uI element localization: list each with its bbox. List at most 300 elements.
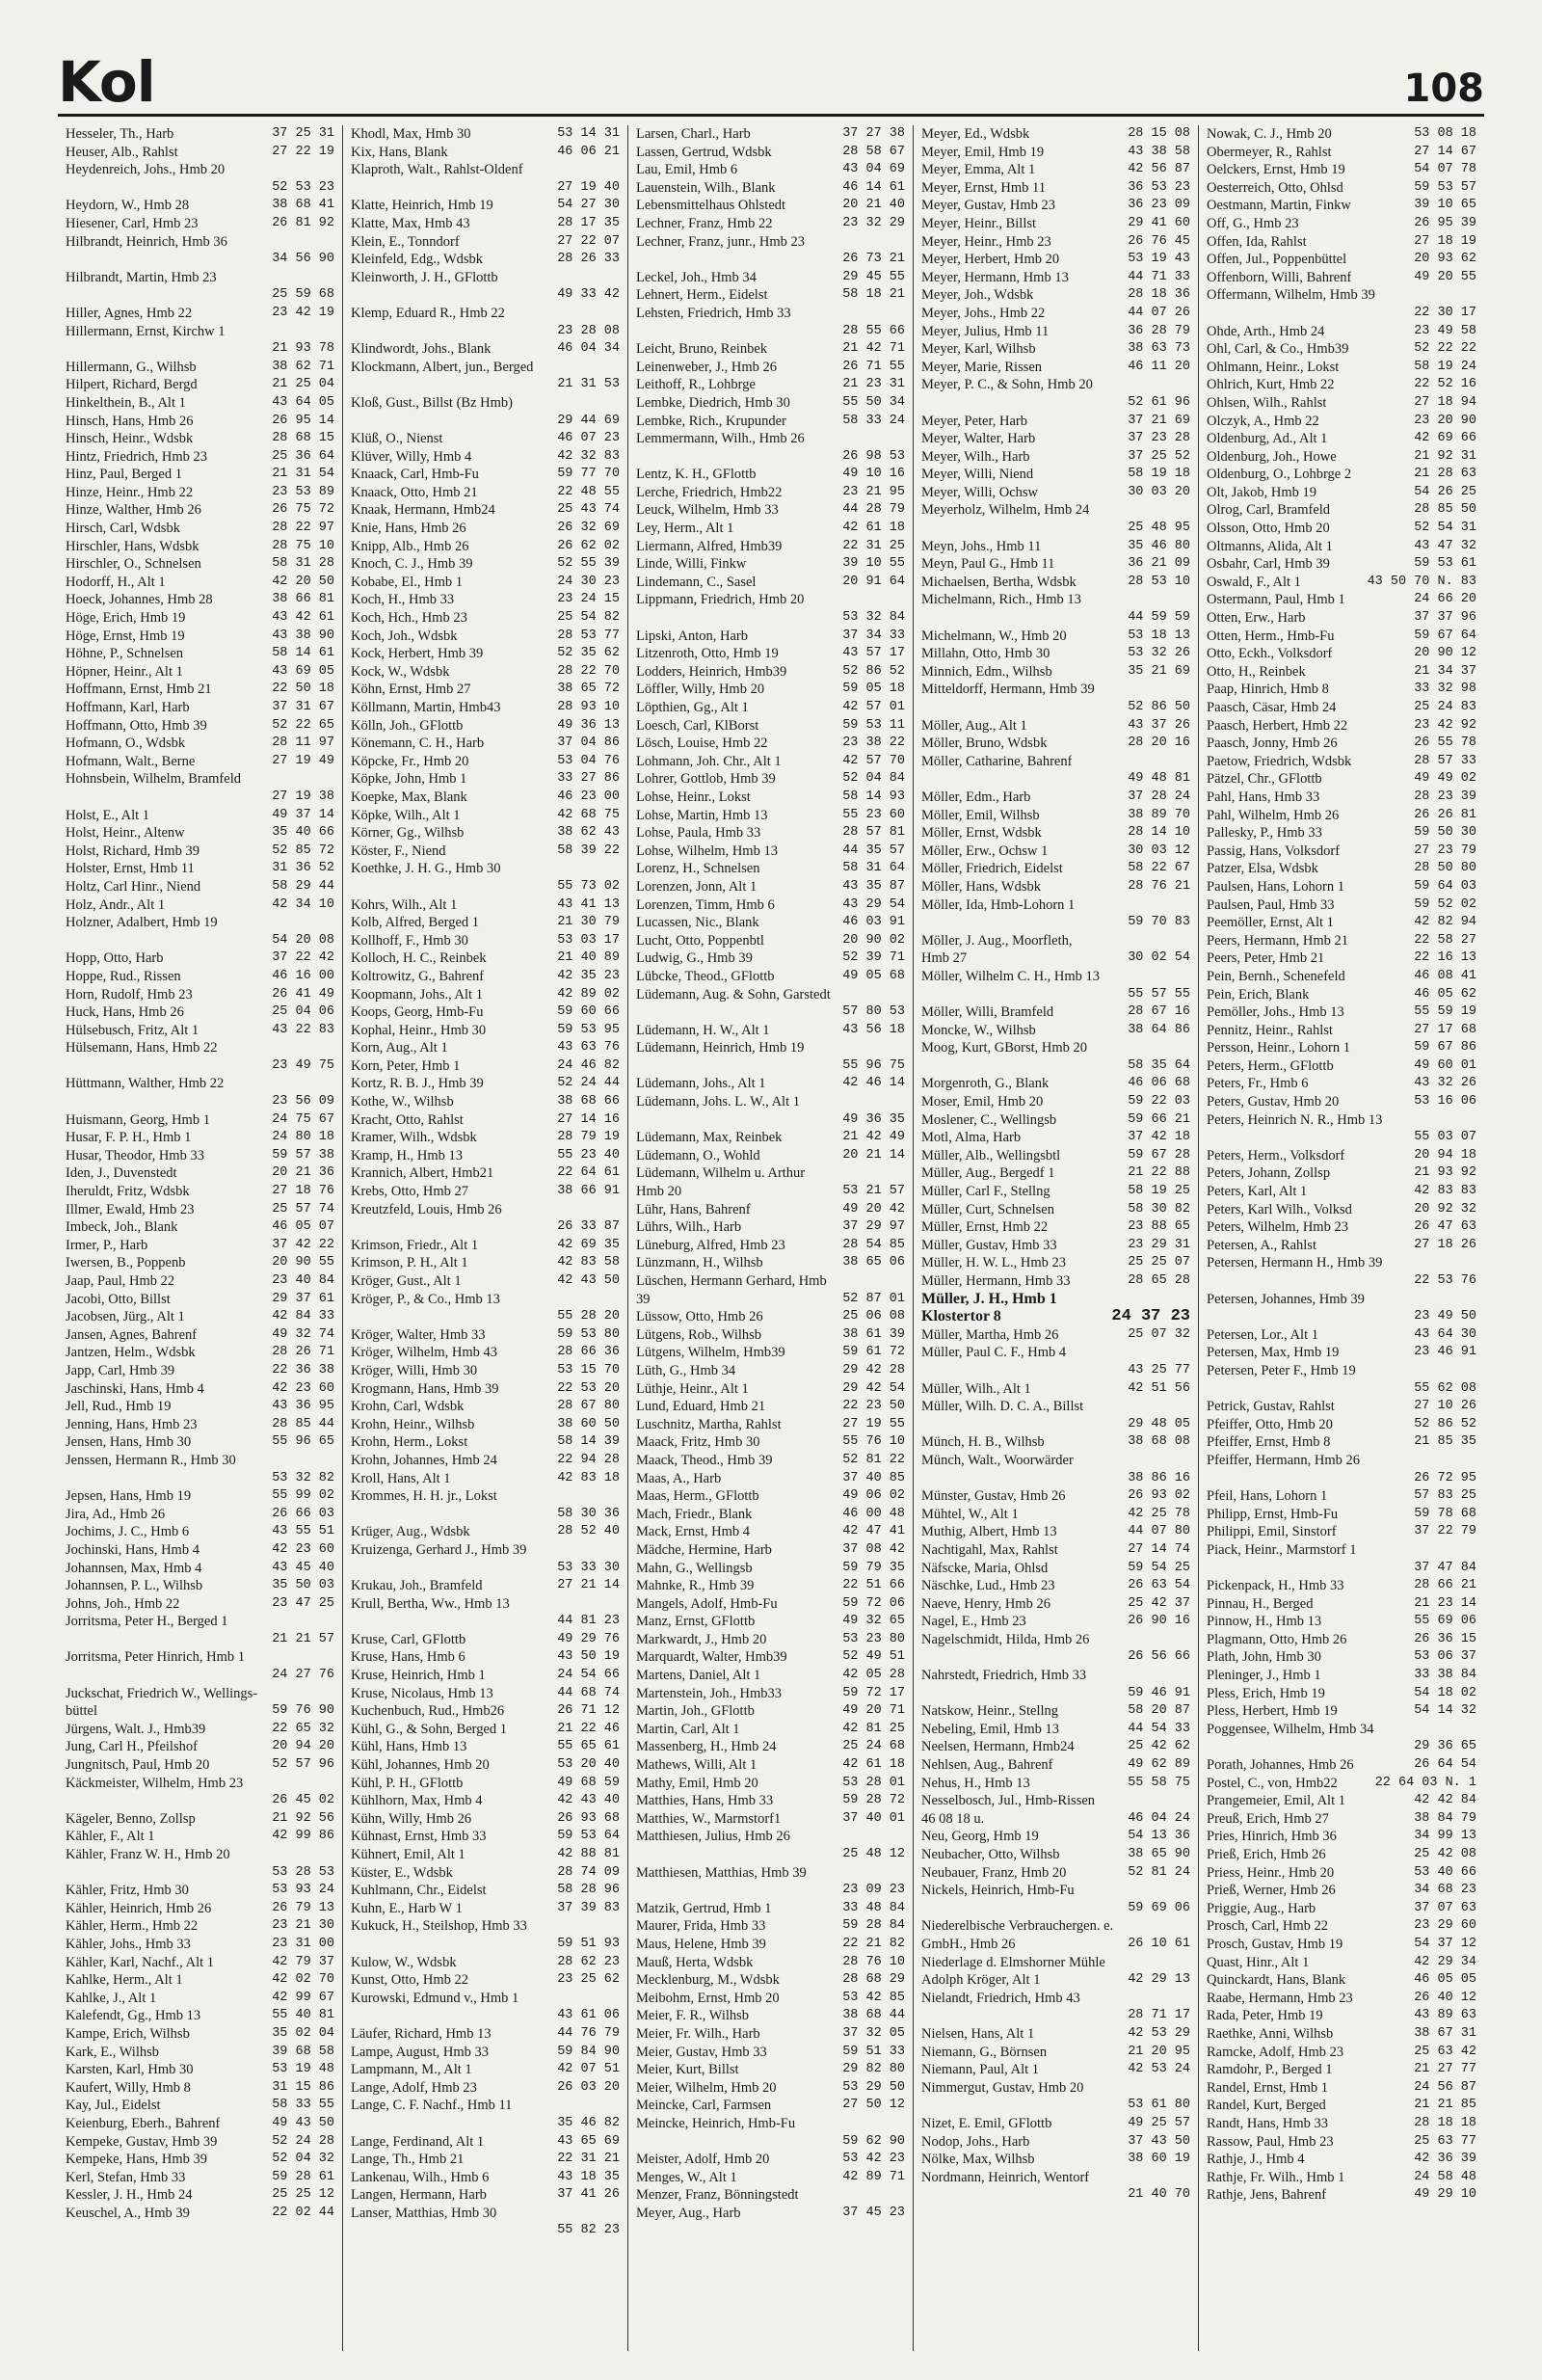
directory-column-5 <box>1199 125 1484 2351</box>
directory-entry <box>636 1129 905 1147</box>
entry-name: Nowak, C. J., Hmb 20 <box>1207 126 1332 142</box>
entry-phone: 59 72 17 <box>842 1685 905 1700</box>
entry-name: Ramdohr, P., Berged 1 <box>1207 2062 1333 2078</box>
entry-name: Michelmann, Rich., Hmb 13 <box>921 592 1081 608</box>
directory-entry <box>636 807 905 825</box>
entry-phone: 23 42 19 <box>272 305 334 320</box>
directory-entry <box>351 1129 620 1147</box>
directory-entry <box>921 807 1190 825</box>
entry-name: Martin, Carl, Alt 1 <box>636 1721 740 1737</box>
entry-name: Holtz, Carl Hinr., Niend <box>66 878 201 895</box>
entry-phone: 37 25 31 <box>272 126 334 141</box>
directory-entry <box>351 1864 620 1883</box>
entry-phone: 38 68 44 <box>842 2008 905 2023</box>
entry-phone: 29 36 65 <box>1414 1739 1476 1754</box>
entry-name: Peemöller, Ernst, Alt 1 <box>1207 915 1334 931</box>
directory-entry <box>66 645 334 663</box>
entry-phone: 35 50 03 <box>272 1578 334 1593</box>
directory-entry <box>921 896 1190 915</box>
directory-entry <box>1207 2079 1476 2098</box>
directory-entry <box>1207 1326 1476 1345</box>
entry-phone: 28 93 10 <box>557 700 620 714</box>
entry-phone: 27 19 38 <box>272 789 334 804</box>
entry-name: Martens, Daniel, Alt 1 <box>636 1668 761 1684</box>
directory-entry <box>921 1954 1190 1972</box>
directory-entry <box>66 1237 334 1255</box>
entry-phone: 59 51 93 <box>557 1936 620 1951</box>
directory-entry <box>351 1111 620 1130</box>
entry-name: Jansen, Agnes, Bahrenf <box>66 1326 198 1343</box>
directory-entry <box>636 1057 905 1076</box>
entry-name: Hodorff, H., Alt 1 <box>66 574 166 590</box>
directory-entry <box>921 1308 1190 1326</box>
entry-name: Oesterreich, Otto, Ohlsd <box>1207 179 1343 196</box>
entry-name: Lemmermann, Wilh., Hmb 26 <box>636 431 805 447</box>
entry-phone: 43 65 69 <box>557 2133 620 2149</box>
entry-phone: 42 07 51 <box>557 2062 620 2077</box>
directory-entry <box>636 1344 905 1362</box>
directory-entry <box>1207 1129 1476 1147</box>
entry-name: Kalefendt, Gg., Hmb 13 <box>66 2008 201 2024</box>
directory-entry <box>351 1738 620 1756</box>
directory-entry <box>636 1039 905 1057</box>
directory-entry <box>921 501 1190 520</box>
directory-entry <box>921 555 1190 574</box>
entry-phone: 28 52 40 <box>557 1524 620 1539</box>
directory-entry <box>1207 1433 1476 1452</box>
directory-entry <box>351 413 620 431</box>
entry-phone: 20 92 32 <box>1414 1201 1476 1217</box>
directory-entry <box>66 1595 334 1614</box>
entry-phone: 58 14 61 <box>272 646 334 661</box>
entry-name: Johannsen, Max, Hmb 4 <box>66 1560 202 1576</box>
directory-entry <box>66 1093 334 1111</box>
directory-entry <box>66 215 334 233</box>
directory-entry <box>921 1648 1190 1667</box>
entry-phone: 23 49 58 <box>1414 323 1476 338</box>
directory-entry <box>636 1218 905 1237</box>
entry-name: Meyerholz, Wilhelm, Hmb 24 <box>921 502 1090 519</box>
entry-name: Kock, Herbert, Hmb 39 <box>351 646 484 662</box>
directory-entry <box>1207 949 1476 968</box>
directory-entry <box>636 842 905 861</box>
entry-name: Lippmann, Friedrich, Hmb 20 <box>636 592 805 608</box>
entry-phone: 20 21 40 <box>842 198 905 213</box>
entry-phone: 28 68 29 <box>842 1972 905 1988</box>
directory-entry <box>66 807 334 825</box>
entry-name: Litzenroth, Otto, Hmb 19 <box>636 646 779 662</box>
entry-name: Höhne, P., Schnelsen <box>66 646 184 662</box>
directory-entry <box>636 1917 905 1936</box>
directory-entry <box>351 1057 620 1076</box>
directory-entry <box>921 1506 1190 1524</box>
directory-entry <box>66 986 334 1004</box>
directory-entry <box>921 1022 1190 1040</box>
directory-entry <box>66 1523 334 1541</box>
directory-entry <box>1207 824 1476 842</box>
entry-phone: 27 21 14 <box>557 1578 620 1593</box>
directory-entry <box>1207 1775 1476 1793</box>
entry-name: Hirschler, Hans, Wdsbk <box>66 538 199 554</box>
entry-name: Kulow, W., Wdsbk <box>351 1954 457 1970</box>
entry-name: Offermann, Wilhelm, Hmb 39 <box>1207 287 1375 304</box>
entry-name: Meyer, Gustav, Hmb 23 <box>921 198 1056 214</box>
directory-entry <box>1207 574 1476 592</box>
entry-name: Meier, Kurt, Billst <box>636 2062 739 2078</box>
entry-name: Hinz, Paul, Berged 1 <box>66 467 182 483</box>
entry-name: Jung, Carl H., Pfeilshof <box>66 1739 198 1755</box>
entry-phone: 52 04 32 <box>272 2152 334 2167</box>
entry-phone: 25 42 37 <box>1128 1595 1190 1611</box>
entry-phone: 27 19 40 <box>557 179 620 195</box>
directory-entry <box>351 430 620 448</box>
entry-phone: 53 18 13 <box>1128 628 1190 643</box>
entry-name: Knaack, Carl, Hmb-Fu <box>351 467 479 483</box>
directory-column-3 <box>628 125 914 2351</box>
directory-entry <box>921 681 1190 699</box>
entry-phone: 57 83 25 <box>1414 1488 1476 1504</box>
entry-name: Müller, Carl F., Stellng <box>921 1184 1050 1200</box>
entry-name: Krommes, H. H. jr., Lokst <box>351 1488 497 1505</box>
entry-name: Meyer, Hermann, Hmb 13 <box>921 269 1069 285</box>
entry-name: Johannsen, P. L., Wilhsb <box>66 1578 203 1594</box>
entry-phone: 43 37 26 <box>1128 717 1190 733</box>
entry-phone: 31 36 52 <box>272 861 334 876</box>
entry-name: Hmb 27 <box>921 950 968 967</box>
directory-entry <box>636 2025 905 2044</box>
directory-entry <box>66 1900 334 1918</box>
entry-name: Rathje, J., Hmb 4 <box>1207 2152 1305 2168</box>
entry-name: Lübcke, Theod., GFlottb <box>636 968 775 984</box>
directory-entry <box>351 394 620 413</box>
entry-phone: 37 47 84 <box>1414 1560 1476 1575</box>
entry-name: Horn, Rudolf, Hmb 23 <box>66 986 193 1003</box>
entry-phone: 33 38 84 <box>1414 1668 1476 1683</box>
entry-phone: 42 84 33 <box>272 1309 334 1324</box>
directory-entry <box>351 1452 620 1470</box>
directory-entry <box>636 824 905 842</box>
directory-entry <box>921 878 1190 896</box>
directory-entry <box>66 448 334 467</box>
entry-name: Knaak, Hermann, Hmb24 <box>351 502 495 519</box>
directory-entry <box>1207 789 1476 807</box>
entry-phone: 38 60 19 <box>1128 2152 1190 2167</box>
entry-phone: 44 35 57 <box>842 842 905 858</box>
entry-phone: 21 30 79 <box>557 915 620 930</box>
entry-phone: 53 19 48 <box>272 2062 334 2077</box>
entry-phone: 28 75 10 <box>272 538 334 553</box>
directory-entry <box>1207 735 1476 753</box>
entry-name: Müller, H. W. L., Hmb 23 <box>921 1255 1067 1271</box>
entry-name: Kerl, Stefan, Hmb 33 <box>66 2169 186 2185</box>
directory-entry <box>921 986 1190 1004</box>
entry-name: Peters, Karl Wilh., Volksd <box>1207 1201 1352 1217</box>
entry-name: Möller, J. Aug., Moorfleth, <box>921 932 1073 949</box>
directory-entry <box>66 681 334 699</box>
entry-name: Oestmann, Martin, Finkw <box>1207 198 1351 214</box>
entry-name: Jaap, Paul, Hmb 22 <box>66 1273 175 1289</box>
directory-entry <box>66 251 334 269</box>
entry-phone: 24 80 18 <box>272 1130 334 1145</box>
entry-name: Mathews, Willi, Alt 1 <box>636 1757 758 1774</box>
entry-phone: 27 17 68 <box>1414 1022 1476 1037</box>
entry-phone: 22 64 03 N. 1 <box>1374 1775 1476 1790</box>
directory-entry <box>636 1971 905 1990</box>
entry-name: Krohn, Heinr., Wilhsb <box>351 1416 475 1432</box>
entry-name: Heydenreich, Johs., Hmb 20 <box>66 162 226 178</box>
entry-phone: 42 83 18 <box>557 1470 620 1485</box>
directory-entry <box>351 323 620 341</box>
directory-entry <box>921 949 1190 968</box>
entry-phone: 52 53 23 <box>272 179 334 195</box>
directory-entry <box>636 1380 905 1399</box>
entry-phone: 49 06 02 <box>842 1488 905 1504</box>
entry-name: Koch, H., Hmb 33 <box>351 592 455 608</box>
directory-entry <box>1207 2025 1476 2044</box>
directory-entry <box>66 413 334 431</box>
directory-entry <box>66 179 334 198</box>
entry-name: Kaufert, Willy, Hmb 8 <box>66 2079 191 2096</box>
directory-entry <box>1207 645 1476 663</box>
directory-entry <box>1207 233 1476 252</box>
directory-entry <box>921 753 1190 771</box>
directory-entry <box>351 896 620 915</box>
entry-name: Kähler, Franz W. H., Hmb 20 <box>66 1847 230 1862</box>
directory-entry <box>921 2186 1190 2205</box>
entry-phone: 58 14 39 <box>557 1434 620 1450</box>
entry-phone: 37 34 33 <box>842 628 905 643</box>
directory-entry <box>636 717 905 735</box>
entry-phone: 26 55 78 <box>1414 735 1476 751</box>
directory-entry <box>351 949 620 968</box>
entry-phone: 59 53 57 <box>1414 179 1476 195</box>
entry-name: Pinnow, H., Hmb 13 <box>1207 1614 1322 1630</box>
entry-name: Näschke, Lud., Hmb 23 <box>921 1578 1055 1594</box>
entry-name: Ley, Herm., Alt 1 <box>636 521 734 537</box>
entry-name: Meyer, Peter, Harb <box>921 413 1027 429</box>
entry-name: Käckmeister, Wilhelm, Hmb 23 <box>66 1775 244 1791</box>
entry-name: Mach, Friedr., Blank <box>636 1506 753 1522</box>
entry-phone: 20 94 20 <box>272 1739 334 1754</box>
entry-phone: 42 46 14 <box>842 1076 905 1091</box>
entry-name: Pless, Erich, Hmb 19 <box>1207 1685 1325 1701</box>
directory-entry <box>921 179 1190 198</box>
entry-name: Lembke, Rich., Krupunder <box>636 413 786 429</box>
directory-entry <box>66 591 334 609</box>
directory-entry <box>921 1738 1190 1756</box>
directory-entry <box>351 824 620 842</box>
directory-entry <box>1207 1237 1476 1255</box>
directory-entry <box>636 1291 905 1309</box>
entry-name: Oldenburg, O., Lohbrge 2 <box>1207 467 1352 483</box>
directory-entry <box>1207 2133 1476 2152</box>
directory-entry <box>351 2061 620 2079</box>
entry-phone: 38 63 73 <box>1128 341 1190 357</box>
entry-phone: 22 65 32 <box>272 1721 334 1736</box>
directory-entry <box>351 1613 620 1631</box>
entry-phone: 55 96 65 <box>272 1434 334 1450</box>
entry-phone: 49 36 35 <box>842 1111 905 1127</box>
directory-entry <box>1207 1702 1476 1721</box>
entry-name: Pfeil, Hans, Lohorn 1 <box>1207 1488 1328 1505</box>
entry-phone: 53 21 57 <box>842 1184 905 1199</box>
entry-name: Münch, Walt., Woorwärder <box>921 1452 1074 1468</box>
entry-name: Johns, Joh., Hmb 22 <box>66 1595 180 1612</box>
entry-name: Kühl, Johannes, Hmb 20 <box>351 1757 490 1774</box>
entry-name: Meyer, Wilh., Harb <box>921 448 1030 465</box>
entry-phone: 23 38 22 <box>842 735 905 751</box>
entry-name: Michelmann, W., Hmb 20 <box>921 628 1067 644</box>
entry-phone: 27 18 94 <box>1414 394 1476 410</box>
directory-entry <box>1207 1900 1476 1918</box>
entry-name: Passig, Hans, Volksdorf <box>1207 842 1341 859</box>
entry-phone: 28 23 39 <box>1414 789 1476 804</box>
entry-name: Müller, Curt, Schnelsen <box>921 1201 1054 1217</box>
entry-phone: 25 43 74 <box>557 502 620 518</box>
directory-entry <box>1207 1362 1476 1380</box>
directory-entry <box>636 448 905 467</box>
directory-entry <box>66 1541 334 1560</box>
entry-phone: 29 41 60 <box>1128 215 1190 230</box>
entry-name: Postel, C., von, Hmb22 <box>1207 1775 1338 1791</box>
entry-phone: 23 29 31 <box>1128 1237 1190 1252</box>
directory-entry <box>921 1685 1190 1703</box>
entry-phone: 28 26 71 <box>272 1345 334 1360</box>
directory-entry <box>636 1936 905 1954</box>
directory-entry <box>921 1667 1190 1685</box>
entry-phone: 20 90 02 <box>842 932 905 948</box>
entry-phone: 28 14 10 <box>1128 825 1190 841</box>
entry-name: Kölln, Joh., GFlottb <box>351 717 464 734</box>
entry-name: Lange, C. F. Nachf., Hmb 11 <box>351 2098 513 2114</box>
entry-name: Lohse, Heinr., Lokst <box>636 789 751 805</box>
directory-entry <box>921 2151 1190 2169</box>
directory-entry <box>636 466 905 484</box>
entry-phone: 55 23 60 <box>842 807 905 822</box>
entry-phone: 54 27 30 <box>557 198 620 213</box>
entry-name: Kröger, Gust., Alt 1 <box>351 1273 462 1289</box>
directory-entry <box>1207 2151 1476 2169</box>
entry-phone: 28 74 09 <box>557 1864 620 1880</box>
entry-name: Pfeiffer, Otto, Hmb 20 <box>1207 1416 1333 1432</box>
entry-phone: 52 86 52 <box>842 663 905 679</box>
directory-entry <box>636 2079 905 2098</box>
entry-name: Lüdemann, O., Wohld <box>636 1147 760 1163</box>
entry-phone: 26 71 55 <box>842 359 905 374</box>
entry-name: Meyer, Walter, Harb <box>921 431 1036 447</box>
entry-phone: 58 22 67 <box>1128 861 1190 876</box>
directory-entry <box>66 1057 334 1076</box>
entry-phone: 53 14 31 <box>557 126 620 141</box>
entry-phone: 21 21 85 <box>1414 2098 1476 2113</box>
directory-entry <box>921 574 1190 592</box>
entry-name: Lehnert, Herm., Eidelst <box>636 287 768 304</box>
entry-name: Iden, J., Duvenstedt <box>66 1165 177 1182</box>
directory-entry <box>636 2133 905 2152</box>
entry-name: Rathje, Jens, Bahrenf <box>1207 2187 1327 2204</box>
entry-phone: 27 22 19 <box>272 144 334 159</box>
entry-phone: 59 72 06 <box>842 1595 905 1611</box>
directory-entry <box>351 1917 620 1936</box>
directory-entry <box>636 1470 905 1488</box>
directory-entry <box>636 896 905 915</box>
directory-entry <box>66 1990 334 2008</box>
directory-entry <box>636 1702 905 1721</box>
directory-entry <box>921 1093 1190 1111</box>
directory-entry <box>66 538 334 556</box>
entry-phone: 53 32 26 <box>1128 646 1190 661</box>
directory-entry <box>351 2115 620 2133</box>
entry-name: Möller, Friedrich, Eidelst <box>921 861 1063 877</box>
directory-entry <box>1207 2186 1476 2205</box>
entry-phone: 21 27 77 <box>1414 2062 1476 2077</box>
entry-name: Pätzel, Chr., GFlottb <box>1207 771 1322 788</box>
entry-name: Matthiesen, Julius, Hmb 26 <box>636 1829 790 1845</box>
entry-name: Holz, Andr., Alt 1 <box>66 896 166 913</box>
entry-phone: 37 08 42 <box>842 1541 905 1557</box>
entry-phone: 43 63 76 <box>557 1040 620 1056</box>
entry-name: Koopmann, Johs., Alt 1 <box>351 986 483 1003</box>
entry-name: Morgenroth, G., Blank <box>921 1076 1050 1092</box>
entry-phone: 27 14 74 <box>1128 1541 1190 1557</box>
entry-phone: 43 55 51 <box>272 1524 334 1539</box>
entry-phone: 52 39 71 <box>842 950 905 966</box>
entry-name: Meyer, Heinr., Hmb 23 <box>921 233 1051 250</box>
entry-name: Quast, Hinr., Alt 1 <box>1207 1954 1310 1970</box>
directory-entry <box>921 251 1190 269</box>
entry-phone: 37 25 52 <box>1128 448 1190 464</box>
entry-phone: 29 42 28 <box>842 1362 905 1377</box>
directory-entry <box>66 340 334 359</box>
entry-phone: 58 33 55 <box>272 2098 334 2113</box>
entry-phone: 44 71 33 <box>1128 269 1190 284</box>
directory-entry <box>921 717 1190 735</box>
entry-phone: 37 42 22 <box>272 1237 334 1252</box>
directory-entry <box>66 1022 334 1040</box>
entry-name: Ramcke, Adolf, Hmb 23 <box>1207 2044 1344 2060</box>
entry-phone: 21 40 70 <box>1128 2187 1190 2203</box>
directory-entry <box>351 286 620 305</box>
entry-name: Meier, F. R., Wilhsb <box>636 2008 750 2024</box>
directory-entry <box>921 1864 1190 1883</box>
directory-entry <box>351 1506 620 1524</box>
directory-entry <box>66 269 334 287</box>
entry-name: Nielandt, Friedrich, Hmb 43 <box>921 1990 1080 2006</box>
directory-entry <box>636 1756 905 1775</box>
entry-phone: 35 46 82 <box>557 2115 620 2130</box>
entry-name: Meyn, Paul G., Hmb 11 <box>921 556 1055 573</box>
entry-phone: 28 54 85 <box>842 1237 905 1252</box>
directory-entry <box>66 1613 334 1631</box>
directory-entry <box>1207 520 1476 538</box>
directory-entry <box>1207 125 1476 144</box>
entry-name: Krull, Bertha, Ww., Hmb 13 <box>351 1595 510 1612</box>
directory-entry <box>1207 161 1476 179</box>
entry-name: Möller, Erw., Ochsw 1 <box>921 842 1049 859</box>
directory-entry <box>1207 1685 1476 1703</box>
directory-entry <box>636 2205 905 2223</box>
entry-name: Hilbrandt, Martin, Hmb 23 <box>66 269 217 285</box>
directory-entry <box>636 323 905 341</box>
entry-phone: 59 67 64 <box>1414 628 1476 643</box>
entry-phone: 27 18 26 <box>1414 1237 1476 1252</box>
directory-entry <box>351 1936 620 1954</box>
entry-name: Nickels, Heinrich, Hmb-Fu <box>921 1883 1075 1899</box>
directory-entry <box>636 1506 905 1524</box>
directory-entry <box>66 305 334 323</box>
directory-entry <box>66 1380 334 1399</box>
directory-entry <box>66 1810 334 1829</box>
